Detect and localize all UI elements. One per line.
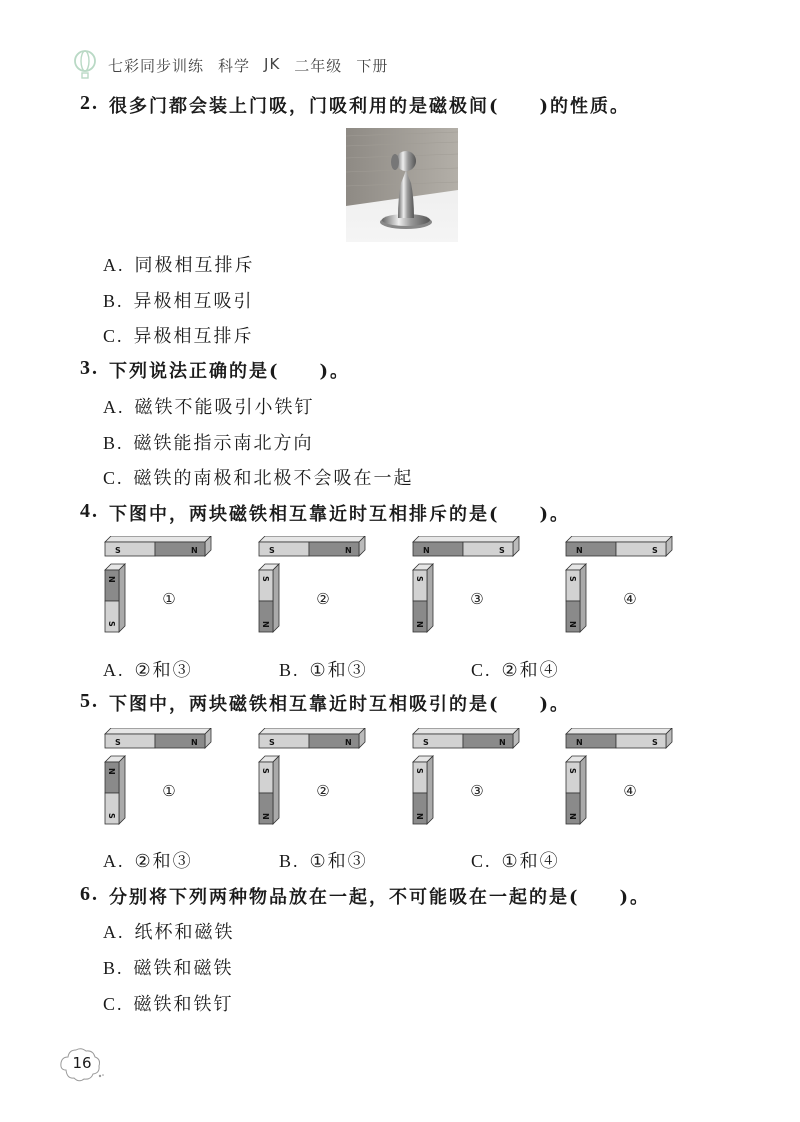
figure-number-label: ④ <box>623 590 637 608</box>
balloon-icon <box>72 50 98 80</box>
magnet-south-pole <box>566 762 580 793</box>
bar-pole-label-right: N <box>191 738 198 747</box>
bar-pole-label-right: N <box>345 738 352 747</box>
question-5-figure-3 <box>411 728 531 828</box>
question-4-option-b[interactable]: B. ①和③ <box>279 660 368 681</box>
magnet-south-pole <box>105 734 155 748</box>
question-5-figure-4 <box>564 728 684 828</box>
post-pole-label-top: S <box>261 576 270 582</box>
question-2-stem: 2. 很多门都会装上门吸，门吸利用的是磁极间( )的性质。 <box>80 92 631 117</box>
page-number-badge <box>58 1042 104 1088</box>
question-2-option-c[interactable]: C. 异极相互排斥 <box>103 326 254 347</box>
question-4-figure-3 <box>411 536 531 636</box>
magnet-south-pole <box>616 542 666 556</box>
post-pole-label-bottom: N <box>415 621 424 628</box>
header-series: 七彩同步训练 <box>108 56 205 75</box>
magnet-south-pole <box>259 570 273 601</box>
bar-pole-label-left: S <box>115 738 121 747</box>
bar-pole-label-right: N <box>345 546 352 555</box>
post-pole-label-top: N <box>107 768 116 775</box>
post-pole-label-bottom: S <box>107 621 116 627</box>
bar-pole-label-right: S <box>652 738 658 747</box>
magnet-south-pole <box>413 734 463 748</box>
question-2-option-a[interactable]: A. 同极相互排斥 <box>103 255 255 276</box>
magnet-south-pole <box>413 762 427 793</box>
question-5-option-c[interactable]: C. ①和④ <box>471 851 560 872</box>
post-pole-label-bottom: N <box>568 813 577 820</box>
header-edition: JK <box>264 54 281 73</box>
figure-number-label: ③ <box>470 782 484 800</box>
magnet-south-pole <box>259 734 309 748</box>
question-5-option-a[interactable]: A. ②和③ <box>103 851 193 872</box>
post-pole-label-bottom: N <box>415 813 424 820</box>
post-pole-label-bottom: N <box>568 621 577 628</box>
figure-number-label: ① <box>162 590 176 608</box>
magnet-south-pole <box>259 542 309 556</box>
magnet-north-pole <box>413 542 463 556</box>
question-5-stem: 5. 下图中，两块磁铁相互靠近时互相吸引的是( )。 <box>80 690 571 715</box>
question-3-stem: 3. 下列说法正确的是( )。 <box>80 357 351 382</box>
post-pole-label-top: S <box>415 576 424 582</box>
question-4-figure-4 <box>564 536 684 636</box>
question-5-option-b[interactable]: B. ①和③ <box>279 851 368 872</box>
question-5-figure-1 <box>103 728 223 828</box>
magnet-south-pole <box>413 570 427 601</box>
question-4-stem: 4. 下图中，两块磁铁相互靠近时互相排斥的是( )。 <box>80 500 571 525</box>
post-pole-label-top: S <box>261 768 270 774</box>
question-4-figure-2 <box>257 536 377 636</box>
header-grade: 二年级 <box>294 56 343 75</box>
bar-pole-label-right: S <box>499 546 505 555</box>
magnet-south-pole <box>566 570 580 601</box>
bar-pole-label-left: N <box>576 738 583 747</box>
question-6-option-b[interactable]: B. 磁铁和磁铁 <box>103 958 234 979</box>
question-4-option-a[interactable]: A. ②和③ <box>103 660 193 681</box>
magnet-north-pole <box>105 762 119 793</box>
post-pole-label-bottom: S <box>107 813 116 819</box>
question-3-option-b[interactable]: B. 磁铁能指示南北方向 <box>103 433 314 454</box>
header-volume: 下册 <box>356 56 389 75</box>
post-pole-label-bottom: N <box>261 813 270 820</box>
post-pole-label-top: S <box>568 768 577 774</box>
post-pole-label-top: N <box>107 576 116 583</box>
bar-pole-label-right: N <box>499 738 506 747</box>
magnet-south-pole <box>105 601 119 632</box>
question-6-stem: 6. 分别将下列两种物品放在一起，不可能吸在一起的是( )。 <box>80 883 651 908</box>
post-pole-label-top: S <box>415 768 424 774</box>
bar-pole-label-left: N <box>576 546 583 555</box>
page-header <box>72 50 388 80</box>
magnet-north-pole <box>105 570 119 601</box>
figure-number-label: ④ <box>623 782 637 800</box>
figure-number-label: ① <box>162 782 176 800</box>
bar-pole-label-right: S <box>652 546 658 555</box>
question-4-figure-1 <box>103 536 223 636</box>
bar-pole-label-right: N <box>191 546 198 555</box>
magnet-north-pole <box>566 542 616 556</box>
question-6-option-a[interactable]: A. 纸杯和磁铁 <box>103 922 235 943</box>
magnet-south-pole <box>616 734 666 748</box>
post-pole-label-bottom: N <box>261 621 270 628</box>
question-3-option-a[interactable]: A. 磁铁不能吸引小铁钉 <box>103 397 315 418</box>
magnet-north-pole <box>566 734 616 748</box>
magnet-south-pole <box>105 542 155 556</box>
header-title <box>108 55 388 76</box>
bar-pole-label-left: N <box>423 546 430 555</box>
figure-number-label: ② <box>316 782 330 800</box>
question-2-option-b[interactable]: B. 异极相互吸引 <box>103 291 254 312</box>
question-3-option-c[interactable]: C. 磁铁的南极和北极不会吸在一起 <box>103 468 414 489</box>
magnet-south-pole <box>463 542 513 556</box>
question-6-option-c[interactable]: C. 磁铁和铁钉 <box>103 994 234 1015</box>
bar-pole-label-left: S <box>423 738 429 747</box>
door-stopper-photo <box>346 128 458 242</box>
figure-number-label: ② <box>316 590 330 608</box>
bar-pole-label-left: S <box>115 546 121 555</box>
post-pole-label-top: S <box>568 576 577 582</box>
bar-pole-label-left: S <box>269 546 275 555</box>
figure-number-label: ③ <box>470 590 484 608</box>
question-4-option-c[interactable]: C. ②和④ <box>471 660 560 681</box>
magnet-south-pole <box>105 793 119 824</box>
question-5-figure-2 <box>257 728 377 828</box>
bar-pole-label-left: S <box>269 738 275 747</box>
magnet-south-pole <box>259 762 273 793</box>
header-subject: 科学 <box>218 56 251 75</box>
page-number: 16 <box>72 1054 92 1072</box>
